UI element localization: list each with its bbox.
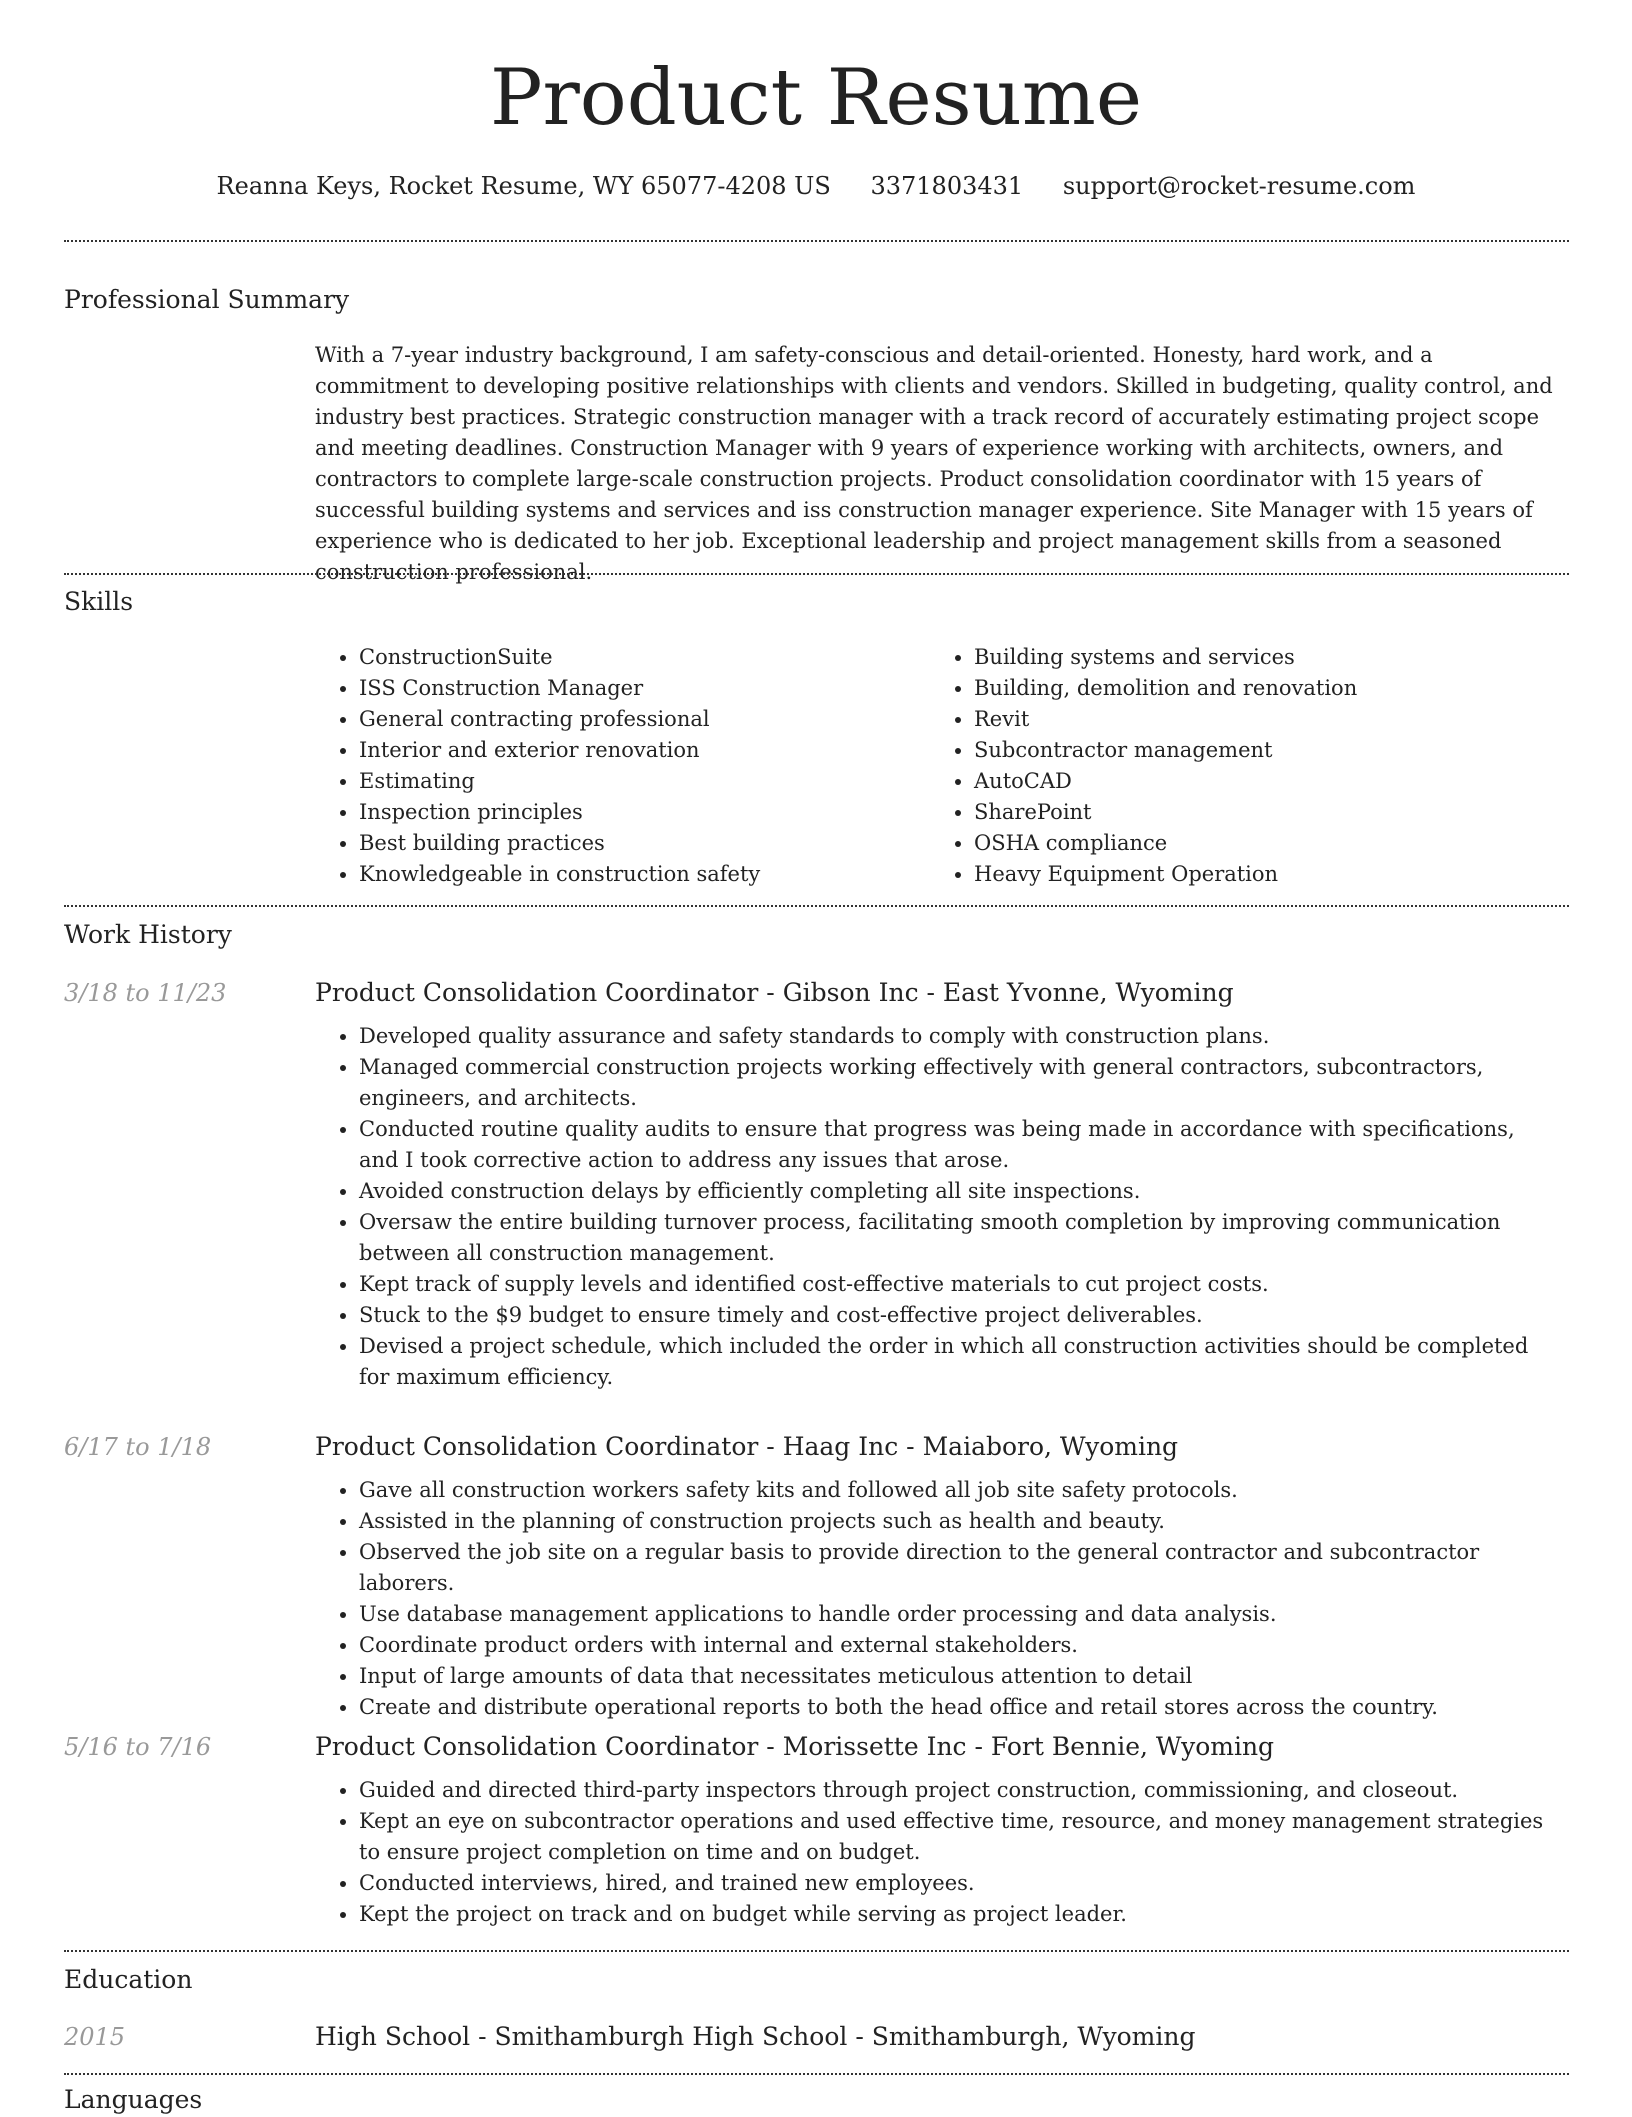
resume-title: Product Resume — [490, 53, 1142, 143]
job-bullet: • Developed quality assurance and safety standards to comply with construction plans. — [359, 1021, 1560, 1052]
job-entry — [315, 976, 1560, 1393]
section-title-skills: Skills — [64, 587, 134, 616]
job-bullets — [315, 1021, 1560, 1393]
job-bullet: • Kept the project on track and on budget while serving as project leader. — [359, 1899, 1560, 1930]
skill-item: • Best building practices — [359, 828, 930, 859]
skill-item: • ConstructionSuite — [359, 642, 930, 673]
job-title: Product Consolidation Coordinator - Gibson Inc - East Yvonne, Wyoming — [315, 978, 1234, 1007]
job-bullet: • Coordinate product orders with internal and external stakeholders. — [359, 1630, 1560, 1661]
skill-item: • Building systems and services — [974, 642, 1545, 673]
job-bullets — [315, 1475, 1560, 1723]
skill-item: • General contracting professional — [359, 704, 930, 735]
job-bullet: • Avoided construction delays by efficiently completing all site inspections. — [359, 1176, 1560, 1207]
job-bullet: • Observed the job site on a regular basis to provide direction to the general contractor and subcontractor laborers. — [359, 1537, 1560, 1599]
job-title: Product Consolidation Coordinator - Haag Inc - Maiaboro, Wyoming — [315, 1432, 1179, 1461]
job-dates: 3/18 to 11/23 — [64, 979, 227, 1007]
job-bullet: • Assisted in the planning of construction projects such as health and beauty. — [359, 1506, 1560, 1537]
section-title-summary: Professional Summary — [64, 285, 350, 314]
skills-list-left — [315, 642, 930, 890]
skills-block — [315, 642, 1560, 890]
job-bullets — [315, 1775, 1560, 1930]
job-dates: 5/16 to 7/16 — [64, 1733, 212, 1761]
divider — [64, 905, 1569, 907]
skill-item: • OSHA compliance — [974, 828, 1545, 859]
job-bullet: • Gave all construction workers safety kits and followed all job site safety protocols. — [359, 1475, 1560, 1506]
contact-phone: 3371803431 — [870, 172, 1024, 200]
skill-item: • Knowledgeable in construction safety — [359, 859, 930, 890]
contact-email: support@rocket-resume.com — [1062, 172, 1416, 200]
divider — [64, 1950, 1569, 1952]
summary-block — [315, 340, 1560, 588]
job-bullet: • Guided and directed third-party inspectors through project construction, commissioning, and closeout. — [359, 1775, 1560, 1806]
education-year: 2015 — [64, 2023, 126, 2051]
job-entry — [315, 1430, 1560, 1723]
skill-item: • Estimating — [359, 766, 930, 797]
job-bullet: • Create and distribute operational reports to both the head office and retail stores across the country. — [359, 1692, 1560, 1723]
job-bullet: • Kept an eye on subcontractor operations and used effective time, resource, and money management strategies to ensure project completion on time and on budget. — [359, 1806, 1560, 1868]
job-title: Product Consolidation Coordinator - Morissette Inc - Fort Bennie, Wyoming — [315, 1732, 1275, 1761]
job-bullet: • Managed commercial construction projects working effectively with general contractors, subcontractors, engineers, and architects. — [359, 1052, 1560, 1114]
skill-item: • Heavy Equipment Operation — [974, 859, 1545, 890]
skill-item: • AutoCAD — [974, 766, 1545, 797]
job-bullet: • Conducted routine quality audits to ensure that progress was being made in accordance with specifications, and I took corrective action to address any issues that arose. — [359, 1114, 1560, 1176]
contact-line — [0, 170, 1632, 202]
skill-item: • SharePoint — [974, 797, 1545, 828]
skill-item: • Subcontractor management — [974, 735, 1545, 766]
skill-item: • Building, demolition and renovation — [974, 673, 1545, 704]
skills-list-right — [930, 642, 1545, 890]
job-bullet: • Input of large amounts of data that necessitates meticulous attention to detail — [359, 1661, 1560, 1692]
contact-address: Reanna Keys, Rocket Resume, WY 65077-4208 US — [216, 172, 831, 200]
job-entry — [315, 1730, 1560, 1930]
job-bullet: • Oversaw the entire building turnover process, facilitating smooth completion by improving communication between all construction management. — [359, 1207, 1560, 1269]
divider — [64, 240, 1569, 242]
job-dates: 6/17 to 1/18 — [64, 1433, 212, 1461]
section-title-education: Education — [64, 1965, 193, 1994]
section-title-languages: Languages — [64, 2085, 203, 2114]
divider — [64, 2073, 1569, 2075]
job-bullet: • Devised a project schedule, which included the order in which all construction activities should be completed for maximum efficiency. — [359, 1331, 1560, 1393]
divider — [64, 573, 1569, 575]
job-bullet: • Use database management applications to handle order processing and data analysis. — [359, 1599, 1560, 1630]
summary-text: With a 7-year industry background, I am safety-conscious and detail-oriented. Honesty, hard work, and a commitment to developing positive relationships with clients and vendors. Skilled in budgeting, quality control, and industry best practices. Strategic construction manager with a track record of accurately estimating project scope and meeting deadlines. Construction Manager with 9 years of experience working with architects, owners, and contractors to complete large-scale construction projects. Product consolidation coordinator with 15 years of successful building systems and services and iss construction manager experience. Site Manager with 15 years of experience who is dedicated to her job. Exceptional leadership and project management skills from a seasoned construction professional. — [315, 343, 1553, 584]
skill-item: • ISS Construction Manager — [359, 673, 930, 704]
section-title-work: Work History — [64, 920, 232, 949]
job-bullet: • Stuck to the $9 budget to ensure timely and cost-effective project deliverables. — [359, 1300, 1560, 1331]
education-entry — [315, 2020, 1560, 2054]
job-bullet: • Kept track of supply levels and identified cost-effective materials to cut project costs. — [359, 1269, 1560, 1300]
skill-item: • Interior and exterior renovation — [359, 735, 930, 766]
skill-item: • Revit — [974, 704, 1545, 735]
education-title: High School - Smithamburgh High School - Smithamburgh, Wyoming — [315, 2022, 1196, 2051]
job-bullet: • Conducted interviews, hired, and trained new employees. — [359, 1868, 1560, 1899]
skill-item: • Inspection principles — [359, 797, 930, 828]
